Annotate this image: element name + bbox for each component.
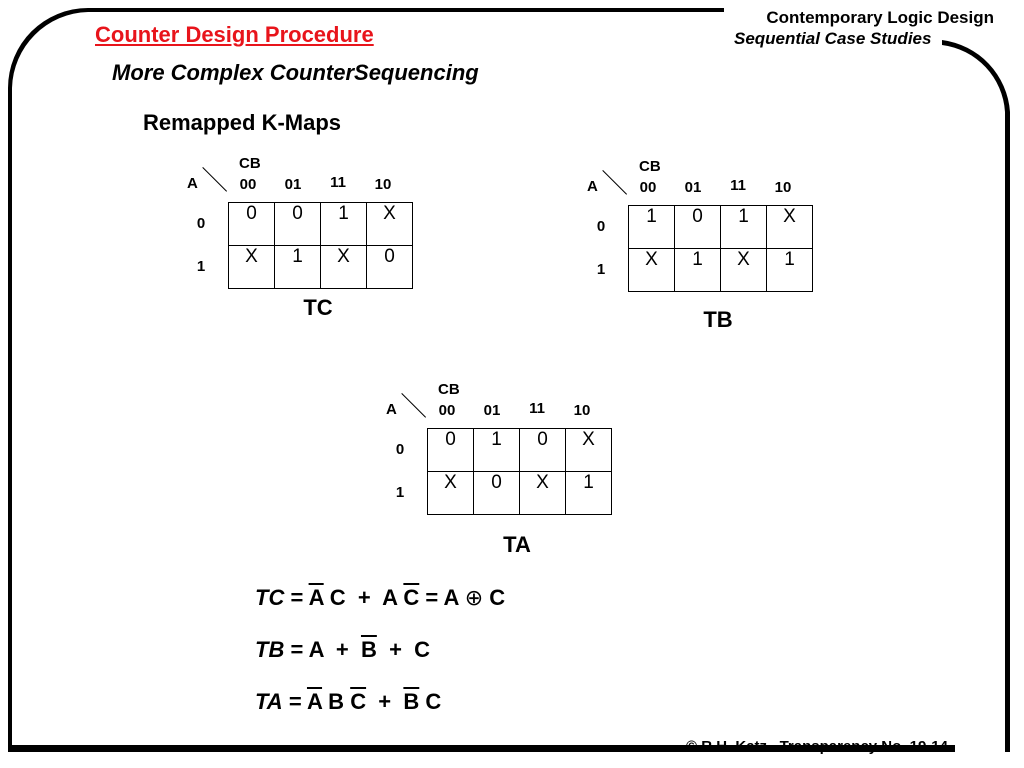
kmap-cell: 1	[474, 429, 520, 472]
corner-diagonal	[602, 170, 627, 195]
footer-page-number: Transparency No. 19-14	[779, 738, 948, 755]
kmap-grid	[228, 202, 413, 289]
kmap-name: TB	[703, 307, 733, 332]
corner-diagonal	[401, 393, 426, 418]
eq-term: $\overline{B}$	[403, 689, 420, 714]
row-head: 0	[596, 218, 606, 235]
col-head: 10	[374, 176, 392, 193]
eq-term: B	[328, 689, 345, 714]
row-head: 1	[596, 261, 606, 278]
kmap-cell: X	[629, 249, 675, 292]
eq-term: $\overline{B}$	[360, 637, 377, 662]
equation-ta: TA = $\overline{A}$ B $\overline{C} + \overline{B}$ C	[255, 689, 442, 714]
kmap-cell: 0	[367, 246, 413, 289]
kmap-ta	[374, 381, 614, 557]
kmap-cell: 0	[520, 429, 566, 472]
eq-term: C	[489, 585, 506, 610]
kmap-cell: 1	[321, 203, 367, 246]
kmap-cell: 0	[229, 203, 275, 246]
eq-term: $\overline{C}$	[350, 689, 367, 714]
kmap-tc	[175, 155, 415, 325]
slide-title: Counter Design Procedure	[95, 22, 374, 47]
col-var-label: CB	[239, 155, 261, 172]
kmap-cell: X	[428, 472, 474, 515]
kmap-cell: 0	[675, 206, 721, 249]
equation-tc: TC = $\overline{A}$ C + A $\overline{C} = A$ ⊕ C	[255, 585, 506, 610]
kmap-cell: 0	[275, 203, 321, 246]
eq-term: $\overline{A}$	[306, 689, 323, 714]
kmap-name: TA	[503, 532, 531, 557]
col-head: 10	[774, 179, 792, 196]
kmap-cell: 1	[566, 472, 612, 515]
chapter-title: Sequential Case Studies	[734, 29, 932, 48]
row-head: 1	[196, 258, 206, 275]
corner-diagonal	[202, 167, 227, 192]
row-var-label: A	[587, 178, 598, 195]
footer	[686, 738, 948, 755]
eq-lhs: TC	[255, 585, 285, 610]
kmap-cell: X	[229, 246, 275, 289]
col-head: 01	[284, 176, 302, 193]
kmap-grid	[628, 205, 813, 292]
kmap-cell: X	[767, 206, 813, 249]
footer-author: © R.H. Katz	[686, 738, 768, 755]
col-head: 00	[239, 176, 257, 193]
row-head: 0	[395, 441, 405, 458]
row-head: 1	[395, 484, 405, 501]
eq-term: A	[308, 637, 324, 662]
col-var-label: CB	[438, 381, 460, 398]
kmap-cell: X	[367, 203, 413, 246]
col-head: 00	[438, 402, 456, 419]
equation-tb: TB = $A + \overline{B} + C$	[255, 637, 431, 662]
kmap-cell: X	[520, 472, 566, 515]
eq-term: C	[329, 585, 346, 610]
row-var-label: A	[386, 401, 397, 418]
eq-term: C	[425, 689, 442, 714]
kmap-cell: 0	[428, 429, 474, 472]
eq-term: A	[443, 585, 459, 610]
eq-term: $\overline{A}$	[308, 585, 324, 610]
col-head: 01	[684, 179, 702, 196]
eq-lhs: TB	[255, 637, 285, 662]
kmap-cell: X	[321, 246, 367, 289]
col-head: 00	[639, 179, 657, 196]
eq-term: A	[382, 585, 398, 610]
col-head: 11	[730, 177, 746, 194]
col-var-label: CB	[639, 158, 661, 175]
kmap-cell: X	[721, 249, 767, 292]
kmap-cell: 1	[675, 249, 721, 292]
kmap-name: TC	[303, 295, 333, 320]
kmap-cell: X	[566, 429, 612, 472]
col-head: 01	[483, 402, 501, 419]
kmap-cell: 1	[767, 249, 813, 292]
kmap-grid	[427, 428, 612, 515]
col-head: 11	[330, 174, 346, 191]
eq-lhs: TA	[255, 689, 283, 714]
slide-subtitle: More Complex CounterSequencing	[112, 60, 479, 85]
kmap-cell: 1	[629, 206, 675, 249]
kmap-cell: 0	[474, 472, 520, 515]
kmap-tb	[575, 158, 815, 332]
row-var-label: A	[187, 175, 198, 192]
col-head: 10	[573, 402, 591, 419]
kmap-cell: 1	[275, 246, 321, 289]
col-head: 11	[529, 400, 545, 417]
section-heading: Remapped K-Maps	[143, 110, 342, 135]
xor-symbol: ⊕	[464, 585, 484, 610]
eq-term: $\overline{C}$	[403, 585, 420, 610]
eq-term: C	[414, 637, 431, 662]
kmap-cell: 1	[721, 206, 767, 249]
row-head: 0	[196, 215, 206, 232]
book-title: Contemporary Logic Design	[766, 8, 994, 27]
